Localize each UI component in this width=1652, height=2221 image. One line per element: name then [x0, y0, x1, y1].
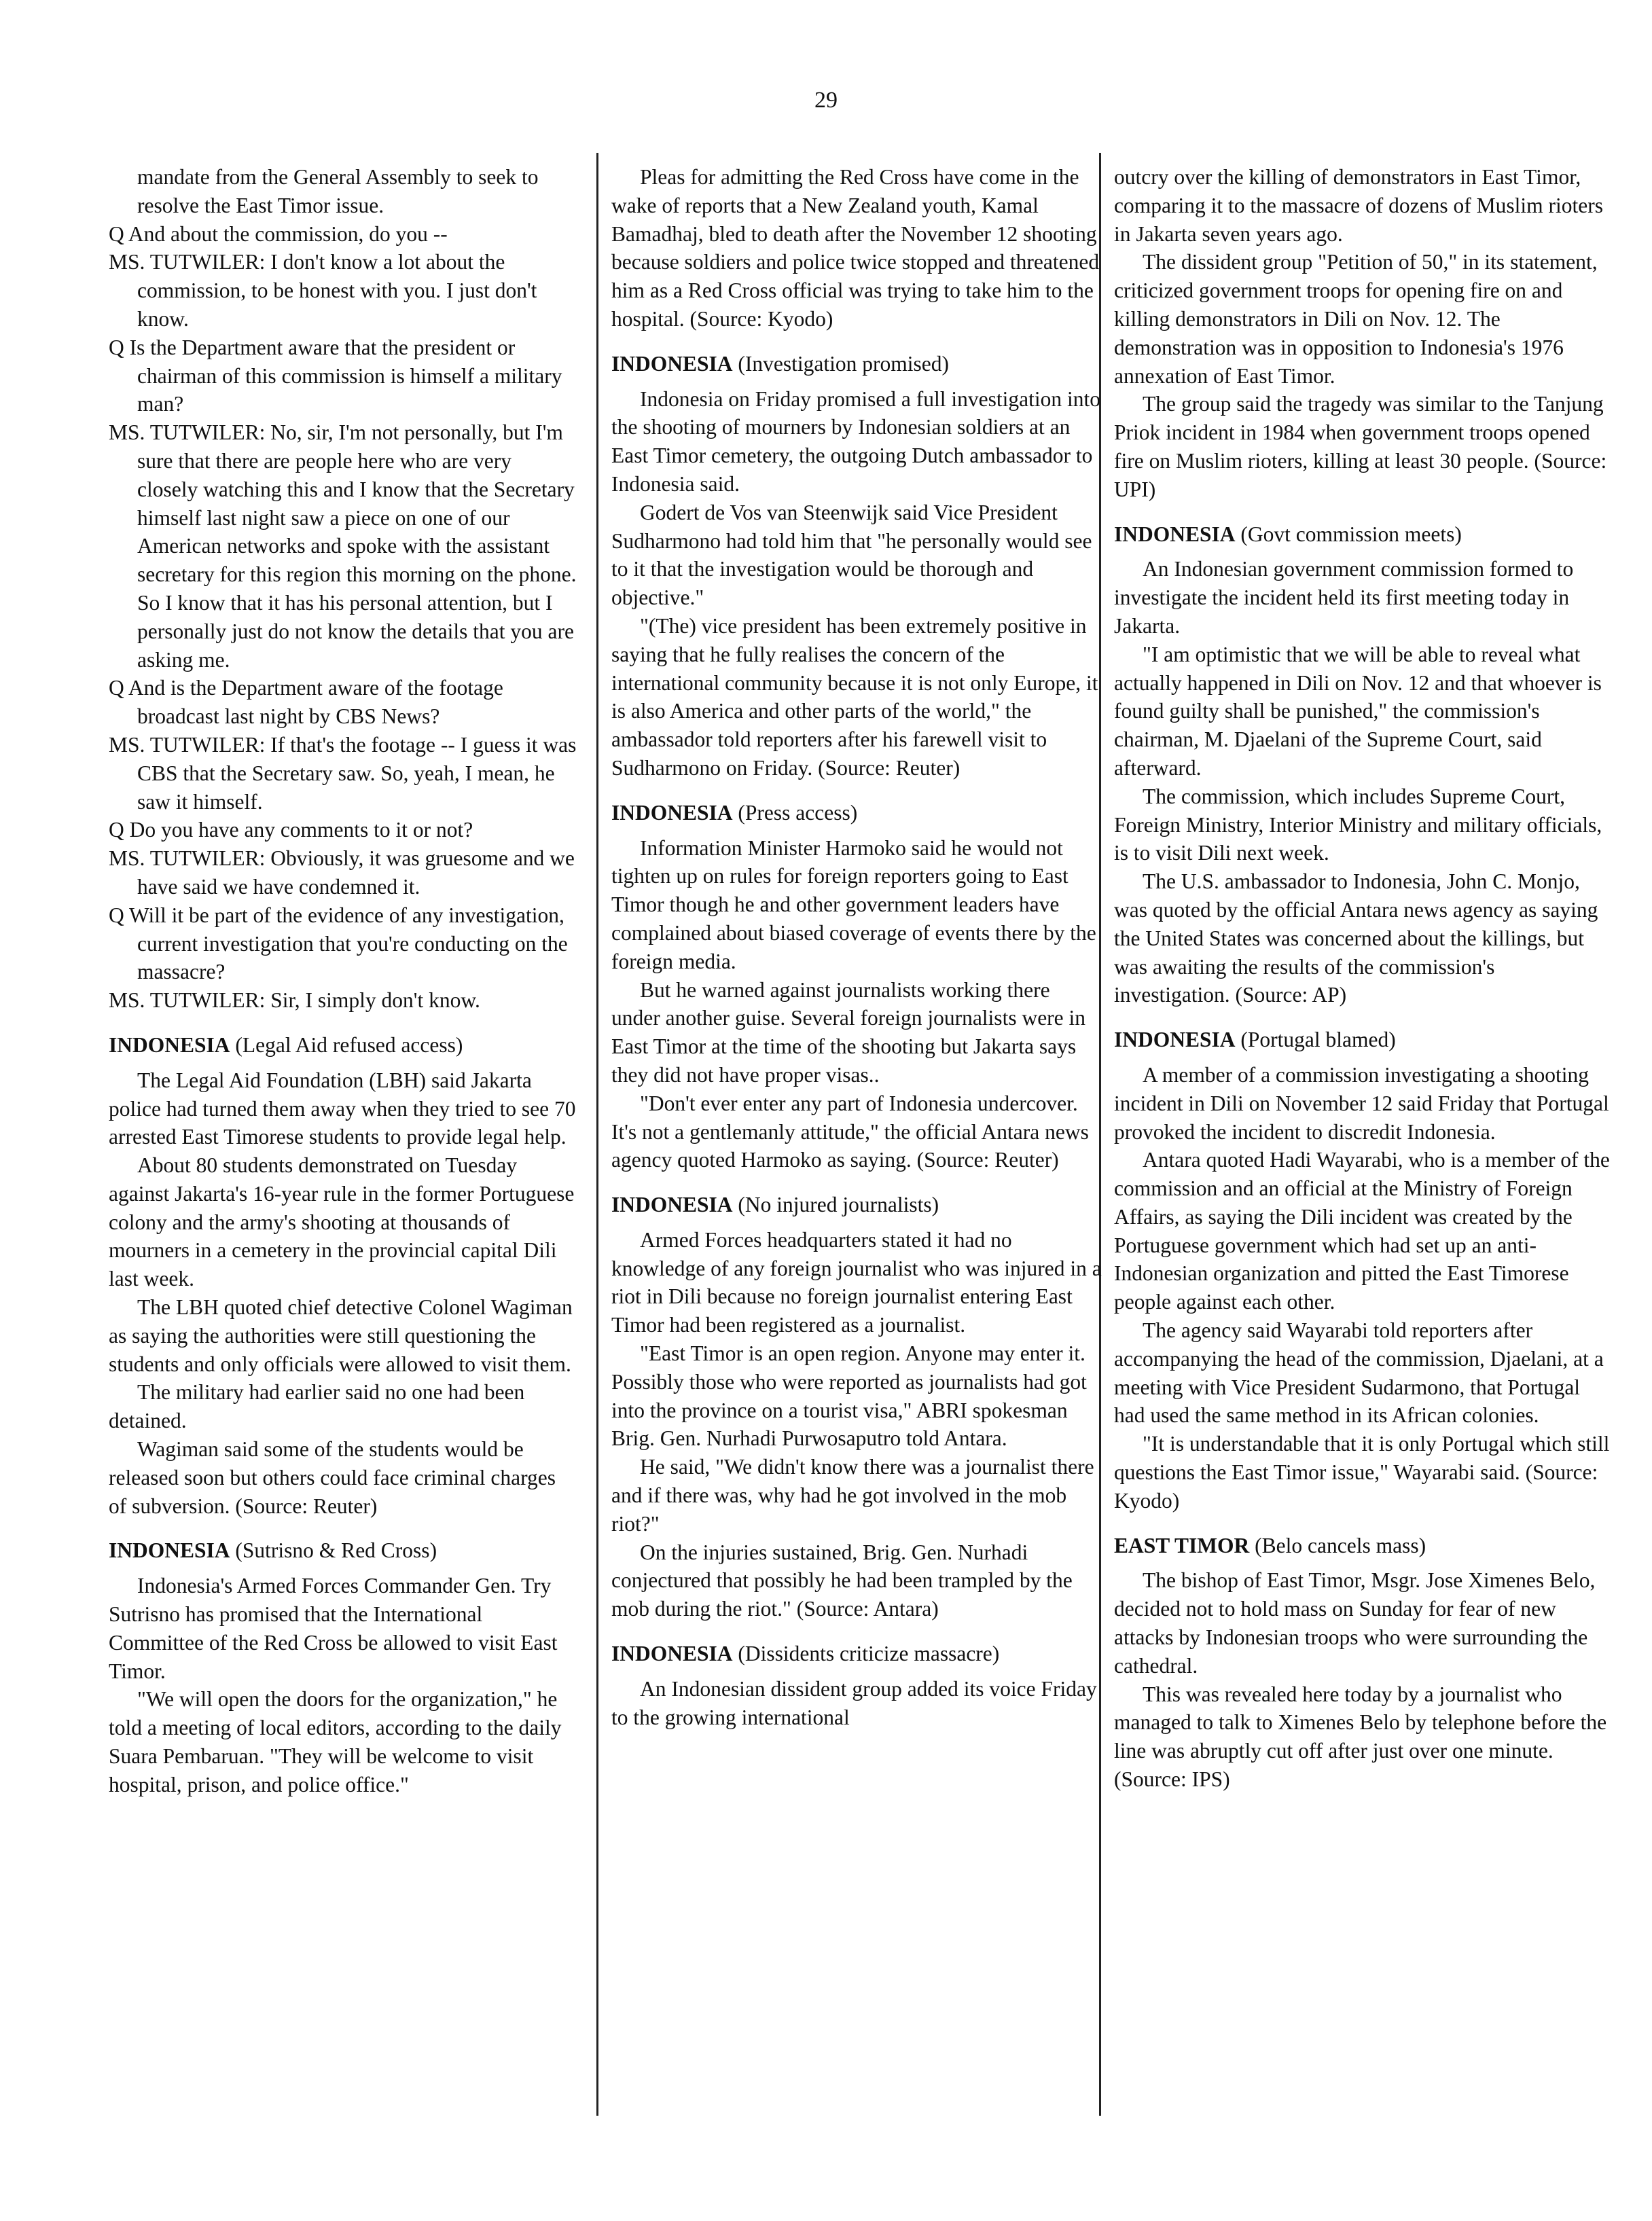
paragraph: "I am optimistic that we will be able to reveal what actually happened in Dili on Nov. 12 and that whoever is found guilty shall be punished," the commission's chairman, M. Djaelani of the Supreme Court, said afterward. — [1114, 642, 1602, 780]
paragraph: The U.S. ambassador to Indonesia, John C. Monjo, was quoted by the official Antara news agency as saying the United States was concerned about the killings, but was awaiting the results of the commission's investigation. (Source: AP) — [1114, 869, 1598, 1007]
paragraph: An Indonesian dissident group added its voice Friday to the growing international — [611, 1676, 1097, 1729]
section-heading-subtitle: (Govt commission meets) — [1235, 522, 1462, 546]
page-number: 29 — [814, 88, 838, 113]
section-heading-keyword: INDONESIA — [1114, 1028, 1236, 1052]
section-heading-keyword: INDONESIA — [109, 1032, 230, 1057]
paragraph: He said, "We didn't know there was a journalist there and if there was, why had he got involved in the mob riot?" — [611, 1455, 1094, 1536]
paragraph: Indonesia's Armed Forces Commander Gen. Try Sutrisno has promised that the International Committee of the Red Cross be allowed to visit East Timor. — [109, 1574, 558, 1683]
paragraph: Wagiman said some of the students would be released soon but others could face criminal charges of subversion. (Source: Reuter) — [109, 1437, 556, 1518]
section-heading-subtitle: (Dissidents criticize massacre) — [732, 1642, 1000, 1666]
section-heading-keyword: INDONESIA — [611, 1193, 733, 1217]
paragraph: On the injuries sustained, Brig. Gen. Nurhadi conjectured that possibly he had been trampled by the mob during the riot." (Source: Antara) — [611, 1540, 1073, 1621]
transcript-line: Q And is the Department aware of the footage broadcast last night by CBS News? — [109, 676, 503, 729]
transcript-line: Q Do you have any comments to it or not? — [109, 818, 473, 842]
paragraph: outcry over the killing of demonstrators in East Timor, comparing it to the massacre of dozens of Muslim rioters in Jakarta seven years ago. — [1114, 165, 1603, 246]
section-heading — [109, 1031, 577, 1060]
section-heading-keyword: INDONESIA — [611, 800, 733, 825]
paragraph: Pleas for admitting the Red Cross have come in the wake of reports that a New Zealand youth, Kamal Bamadhaj, bled to death after the November 12 shooting because soldiers and police twice stopped and threatened him as a Red Cross official was trying to take him to the hospital. (Source: Kyodo) — [611, 165, 1100, 331]
section-heading-subtitle: (Sutrisno & Red Cross) — [230, 1538, 437, 1563]
transcript-line: Q Will it be part of the evidence of any investigation, current investigation that you're conducting on the massacre? — [109, 903, 568, 984]
section-heading-subtitle: (No injured journalists) — [732, 1193, 939, 1217]
paragraph: The LBH quoted chief detective Colonel Wagiman as saying the authorities were still questioning the students and only officials were allowed to visit them. — [109, 1295, 573, 1376]
column-middle — [611, 163, 1104, 2167]
paragraph: An Indonesian government commission formed to investigate the incident held its first meeting today in Jakarta. — [1114, 557, 1574, 638]
section-heading-subtitle: (Legal Aid refused access) — [230, 1032, 463, 1057]
section-heading — [109, 1536, 577, 1565]
section-heading-keyword: EAST TIMOR — [1114, 1533, 1250, 1557]
paragraph: Indonesia on Friday promised a full investigation into the shooting of mourners by Indonesian soldiers at an East Timor cemetery, the outgoing Dutch ambassador to Indonesia said. — [611, 386, 1101, 496]
section-heading-subtitle: (Portugal blamed) — [1235, 1028, 1396, 1052]
paragraph: The Legal Aid Foundation (LBH) said Jakarta police had turned them away when they tried to see 70 arrested East Timorese students to provide legal help. — [109, 1068, 576, 1149]
section-heading — [611, 799, 1104, 827]
column-right — [1114, 163, 1610, 2167]
transcript-line: Q Is the Department aware that the president or chairman of this commission is himself a military man? — [109, 335, 562, 416]
paragraph: "Don't ever enter any part of Indonesia undercover. It's not a gentlemanly attitude," the official Antara news agency quoted Harmoko as saying. (Source: Reuter) — [611, 1091, 1089, 1172]
paragraph: But he warned against journalists working there under another guise. Several foreign journalists were in East Timor at the time of the shooting but Jakarta says they did not have proper visas.. — [611, 977, 1086, 1087]
section-heading-subtitle: (Investigation promised) — [732, 351, 949, 376]
section-heading-keyword: INDONESIA — [1114, 522, 1236, 546]
paragraph: The bishop of East Timor, Msgr. Jose Ximenes Belo, decided not to hold mass on Sunday for fear of new attacks by Indonesian troops who were surrounding the cathedral. — [1114, 1568, 1596, 1678]
section-heading-subtitle: (Press access) — [732, 800, 858, 825]
paragraph: "We will open the doors for the organization," he told a meeting of local editors, according to the daily Suara Pembaruan. "They will be welcome to visit hospital, prison, and police office." — [109, 1687, 562, 1796]
column-divider-left — [596, 153, 598, 2116]
section-heading — [1114, 1026, 1610, 1054]
paragraph: This was revealed here today by a journalist who managed to talk to Ximenes Belo by telephone before the line was abruptly cut off after just over one minute. (Source: IPS) — [1114, 1682, 1607, 1792]
paragraph: "It is understandable that it is only Portugal which still questions the East Timor issue," Wayarabi said. (Source: Kyodo) — [1114, 1432, 1610, 1513]
paragraph: About 80 students demonstrated on Tuesday against Jakarta's 16-year rule in the former Portuguese colony and the army's shooting at thousands of mourners in a cemetery in the provincial capital Dili last week. — [109, 1153, 575, 1291]
transcript-line: MS. TUTWILER: Sir, I simply don't know. — [109, 988, 480, 1013]
transcript-line: MS. TUTWILER: Obviously, it was gruesome and we have said we have condemned it. — [109, 846, 575, 899]
transcript-line: Q And about the commission, do you -- — [109, 221, 448, 246]
paragraph: Godert de Vos van Steenwijk said Vice President Sudharmono had told him that "he personally would see to it that the investigation would be thorough and objective." — [611, 500, 1092, 610]
transcript-line: MS. TUTWILER: I don't know a lot about the commission, to be honest with you. I just don't know. — [109, 250, 537, 331]
section-heading-keyword: INDONESIA — [611, 351, 733, 376]
transcript-line: MS. TUTWILER: No, sir, I'm not personally, but I'm sure that there are people here who are very closely watching this and I know that the Secretary himself last night saw a piece on one of our American networks and spoke with the assistant secretary for this region this morning on the phone. So I know that it has his personal attention, but I personally just do not know the details that you are asking me. — [109, 420, 577, 672]
section-heading — [611, 1640, 1104, 1668]
transcript-line: MS. TUTWILER: If that's the footage -- I guess it was CBS that the Secretary saw. So, yeah, I mean, he saw it himself. — [109, 732, 577, 814]
paragraph: Information Minister Harmoko said he would not tighten up on rules for foreign reporters going to East Timor though he and other government leaders have complained about biased coverage of events there by the foreign media. — [611, 835, 1096, 973]
section-heading — [611, 1191, 1104, 1219]
section-heading — [611, 350, 1104, 378]
paragraph: The group said the tragedy was similar to the Tanjung Priok incident in 1984 when government troops opened fire on Muslim rioters, killing at least 30 people. (Source: UPI) — [1114, 392, 1607, 501]
paragraph: mandate from the General Assembly to seek to resolve the East Timor issue. — [137, 165, 539, 217]
paragraph: A member of a commission investigating a shooting incident in Dili on November 12 said Friday that Portugal provoked the incident to discredit Indonesia. — [1114, 1062, 1609, 1144]
paragraph: The military had earlier said no one had been detained. — [109, 1380, 525, 1433]
section-heading — [1114, 520, 1610, 549]
paragraph: The commission, which includes Supreme Court, Foreign Ministry, Interior Ministry and military officials, is to visit Dili next week. — [1114, 784, 1602, 865]
column-left — [109, 163, 577, 2167]
paragraph: Armed Forces headquarters stated it had no knowledge of any foreign journalist who was injured in a riot in Dili because no foreign journalist entering East Timor had been registered as a journalist. — [611, 1227, 1102, 1337]
section-heading-keyword: INDONESIA — [109, 1538, 230, 1563]
paragraph: "(The) vice president has been extremely positive in saying that he fully realises the concern of the international community because it is not only Europe, it is also America and other parts of the world," the ambassador told reporters after his farewell visit to Sudharmono on Friday. (Source: Reuter) — [611, 613, 1098, 780]
paragraph: The dissident group "Petition of 50," in its statement, criticized government troops for opening fire on and killing demonstrators in Dili on Nov. 12. The demonstration was in opposition to Indonesia's 1976 annexation of East Timor. — [1114, 250, 1598, 388]
section-heading-keyword: INDONESIA — [611, 1642, 733, 1666]
section-heading — [1114, 1532, 1610, 1560]
paragraph: Antara quoted Hadi Wayarabi, who is a member of the commission and an official at the Ministry of Foreign Affairs, as saying the Dili incident was created by the Portuguese government which had set up an anti-Indonesian organization and pitted the East Timorese people against each other. — [1114, 1148, 1610, 1314]
paragraph: The agency said Wayarabi told reporters after accompanying the head of the commission, Djaelani, at a meeting with Vice President Sudarmono, that Portugal had used the same method in its African colonies. — [1114, 1318, 1604, 1428]
section-heading-subtitle: (Belo cancels mass) — [1249, 1533, 1426, 1557]
paragraph: "East Timor is an open region. Anyone may enter it. Possibly those who were reported as journalists had got into the province on a tourist visa," ABRI spokesman Brig. Gen. Nurhadi Purwosaputro told Antara. — [611, 1341, 1087, 1451]
